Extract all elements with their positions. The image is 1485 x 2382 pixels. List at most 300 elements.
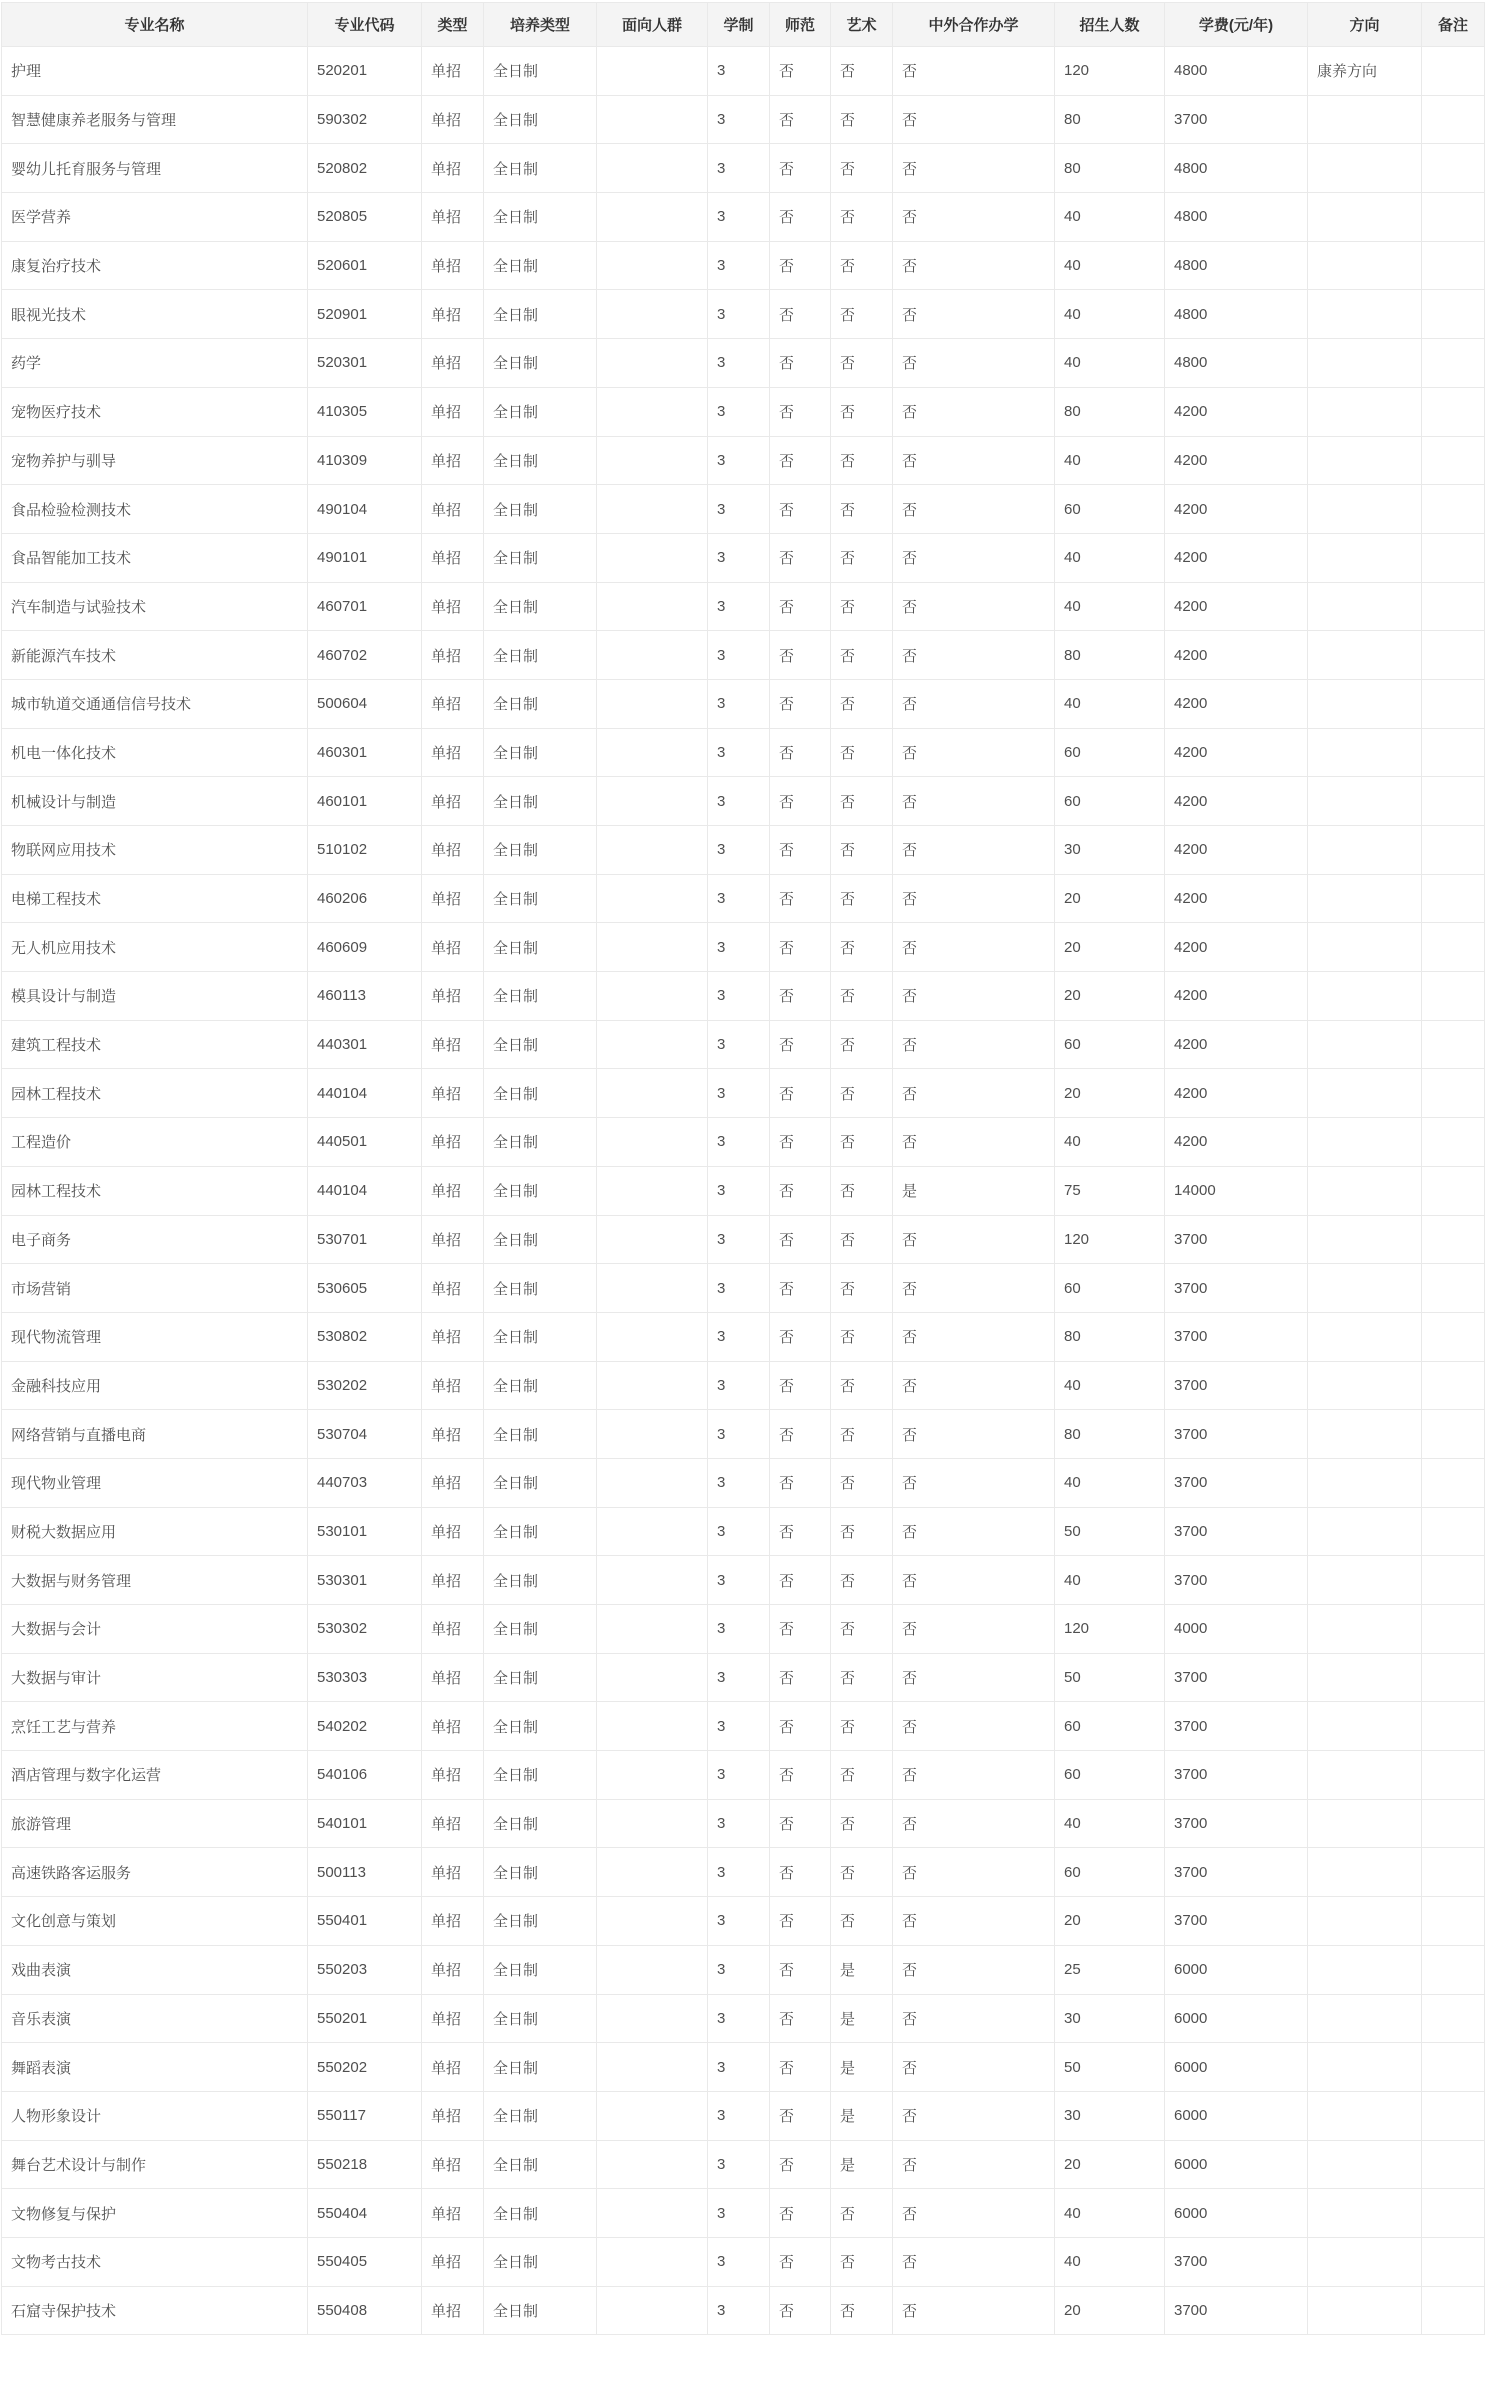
cell-type: 单招 (422, 1264, 484, 1313)
cell-art: 否 (831, 1215, 893, 1264)
cell-audience (597, 1751, 708, 1800)
cell-train-mode: 全日制 (484, 1556, 597, 1605)
cell-audience (597, 923, 708, 972)
table-row (2, 2043, 1485, 2092)
cell-major-code: 520601 (308, 241, 422, 290)
cell-art: 否 (831, 1361, 893, 1410)
cell-major-code: 490104 (308, 485, 422, 534)
cell-train-mode: 全日制 (484, 728, 597, 777)
cell-art: 否 (831, 1264, 893, 1313)
table-row (2, 1945, 1485, 1994)
cell-art: 否 (831, 728, 893, 777)
cell-direction (1308, 2140, 1422, 2189)
cell-major-code: 460101 (308, 777, 422, 826)
cell-major-name: 网络营销与直播电商 (2, 1410, 308, 1459)
cell-art: 否 (831, 631, 893, 680)
table-row (2, 1605, 1485, 1654)
cell-note (1422, 387, 1485, 436)
cell-art: 否 (831, 679, 893, 728)
cell-audience (597, 728, 708, 777)
cell-enrollment: 50 (1055, 1653, 1165, 1702)
cell-note (1422, 874, 1485, 923)
cell-art: 否 (831, 485, 893, 534)
cell-normal: 否 (770, 728, 831, 777)
cell-note (1422, 1945, 1485, 1994)
cell-tuition: 3700 (1165, 1264, 1308, 1313)
cell-tuition: 3700 (1165, 1361, 1308, 1410)
cell-art: 否 (831, 2237, 893, 2286)
cell-major-code: 440301 (308, 1020, 422, 1069)
cell-duration: 3 (708, 728, 770, 777)
cell-coop: 否 (893, 1653, 1055, 1702)
cell-enrollment: 30 (1055, 2091, 1165, 2140)
cell-direction (1308, 2237, 1422, 2286)
cell-type: 单招 (422, 1799, 484, 1848)
cell-major-code: 410309 (308, 436, 422, 485)
table-row (2, 1166, 1485, 1215)
cell-duration: 3 (708, 1361, 770, 1410)
cell-normal: 否 (770, 2286, 831, 2335)
cell-type: 单招 (422, 1945, 484, 1994)
table-row (2, 436, 1485, 485)
cell-art: 否 (831, 1897, 893, 1946)
cell-audience (597, 972, 708, 1021)
cell-duration: 3 (708, 144, 770, 193)
cell-major-name: 模具设计与制造 (2, 972, 308, 1021)
cell-type: 单招 (422, 2140, 484, 2189)
cell-train-mode: 全日制 (484, 1945, 597, 1994)
cell-normal: 否 (770, 826, 831, 875)
cell-major-name: 康复治疗技术 (2, 241, 308, 290)
cell-note (1422, 826, 1485, 875)
cell-enrollment: 25 (1055, 1945, 1165, 1994)
cell-enrollment: 20 (1055, 874, 1165, 923)
cell-direction (1308, 485, 1422, 534)
cell-note (1422, 144, 1485, 193)
cell-type: 单招 (422, 777, 484, 826)
cell-normal: 否 (770, 1410, 831, 1459)
cell-audience (597, 1118, 708, 1167)
cell-normal: 否 (770, 1264, 831, 1313)
col-header-normal: 师范 (770, 3, 831, 47)
cell-enrollment: 40 (1055, 1361, 1165, 1410)
cell-coop: 否 (893, 436, 1055, 485)
cell-coop: 否 (893, 1751, 1055, 1800)
cell-direction (1308, 2189, 1422, 2238)
table-row (2, 972, 1485, 1021)
cell-coop: 否 (893, 1118, 1055, 1167)
cell-type: 单招 (422, 874, 484, 923)
cell-tuition: 4800 (1165, 47, 1308, 96)
cell-enrollment: 40 (1055, 193, 1165, 242)
cell-duration: 3 (708, 1410, 770, 1459)
table-row (2, 874, 1485, 923)
cell-enrollment: 40 (1055, 2189, 1165, 2238)
cell-normal: 否 (770, 777, 831, 826)
cell-major-code: 550117 (308, 2091, 422, 2140)
cell-coop: 否 (893, 1556, 1055, 1605)
cell-major-code: 460609 (308, 923, 422, 972)
cell-note (1422, 631, 1485, 680)
cell-type: 单招 (422, 679, 484, 728)
cell-enrollment: 80 (1055, 95, 1165, 144)
cell-duration: 3 (708, 1215, 770, 1264)
table-row (2, 1312, 1485, 1361)
cell-major-name: 医学营养 (2, 193, 308, 242)
cell-note (1422, 1166, 1485, 1215)
cell-direction (1308, 826, 1422, 875)
cell-major-code: 520802 (308, 144, 422, 193)
cell-tuition: 4200 (1165, 728, 1308, 777)
cell-enrollment: 20 (1055, 1069, 1165, 1118)
cell-tuition: 3700 (1165, 1410, 1308, 1459)
cell-enrollment: 50 (1055, 1507, 1165, 1556)
cell-art: 否 (831, 1118, 893, 1167)
cell-note (1422, 485, 1485, 534)
table-row (2, 1897, 1485, 1946)
cell-art: 否 (831, 1653, 893, 1702)
cell-tuition: 3700 (1165, 1215, 1308, 1264)
cell-coop: 否 (893, 631, 1055, 680)
table-row (2, 1507, 1485, 1556)
cell-train-mode: 全日制 (484, 1069, 597, 1118)
cell-major-name: 城市轨道交通通信信号技术 (2, 679, 308, 728)
cell-direction (1308, 1458, 1422, 1507)
cell-art: 是 (831, 2091, 893, 2140)
cell-note (1422, 777, 1485, 826)
cell-train-mode: 全日制 (484, 1215, 597, 1264)
cell-major-name: 食品智能加工技术 (2, 533, 308, 582)
cell-normal: 否 (770, 972, 831, 1021)
cell-note (1422, 1897, 1485, 1946)
cell-duration: 3 (708, 1264, 770, 1313)
cell-normal: 否 (770, 1118, 831, 1167)
cell-tuition: 3700 (1165, 1848, 1308, 1897)
cell-art: 否 (831, 144, 893, 193)
cell-enrollment: 30 (1055, 1994, 1165, 2043)
cell-enrollment: 40 (1055, 436, 1165, 485)
cell-tuition: 4200 (1165, 1069, 1308, 1118)
cell-tuition: 4800 (1165, 290, 1308, 339)
cell-normal: 否 (770, 1361, 831, 1410)
cell-art: 否 (831, 923, 893, 972)
cell-type: 单招 (422, 1994, 484, 2043)
cell-type: 单招 (422, 2237, 484, 2286)
col-header-direction: 方向 (1308, 3, 1422, 47)
cell-normal: 否 (770, 1166, 831, 1215)
cell-direction (1308, 1215, 1422, 1264)
cell-train-mode: 全日制 (484, 1799, 597, 1848)
cell-art: 否 (831, 533, 893, 582)
table-row (2, 1799, 1485, 1848)
cell-duration: 3 (708, 1507, 770, 1556)
cell-audience (597, 1605, 708, 1654)
cell-coop: 否 (893, 2189, 1055, 2238)
cell-duration: 3 (708, 47, 770, 96)
cell-train-mode: 全日制 (484, 1312, 597, 1361)
cell-art: 是 (831, 2043, 893, 2092)
cell-note (1422, 193, 1485, 242)
cell-note (1422, 1653, 1485, 1702)
cell-note (1422, 2189, 1485, 2238)
cell-duration: 3 (708, 1994, 770, 2043)
cell-normal: 否 (770, 1556, 831, 1605)
cell-major-code: 550401 (308, 1897, 422, 1946)
cell-coop: 否 (893, 728, 1055, 777)
cell-normal: 否 (770, 387, 831, 436)
cell-direction (1308, 339, 1422, 388)
cell-coop: 否 (893, 777, 1055, 826)
table-row (2, 582, 1485, 631)
cell-note (1422, 1848, 1485, 1897)
cell-duration: 3 (708, 1458, 770, 1507)
cell-major-code: 490101 (308, 533, 422, 582)
cell-direction (1308, 1605, 1422, 1654)
cell-duration: 3 (708, 923, 770, 972)
cell-train-mode: 全日制 (484, 1751, 597, 1800)
table-row (2, 679, 1485, 728)
cell-enrollment: 80 (1055, 631, 1165, 680)
cell-major-code: 460301 (308, 728, 422, 777)
cell-type: 单招 (422, 1458, 484, 1507)
cell-audience (597, 1507, 708, 1556)
cell-type: 单招 (422, 582, 484, 631)
cell-tuition: 6000 (1165, 1994, 1308, 2043)
table-row (2, 923, 1485, 972)
cell-normal: 否 (770, 193, 831, 242)
cell-normal: 否 (770, 1458, 831, 1507)
cell-enrollment: 60 (1055, 1264, 1165, 1313)
cell-type: 单招 (422, 2043, 484, 2092)
cell-direction (1308, 777, 1422, 826)
cell-major-name: 眼视光技术 (2, 290, 308, 339)
cell-audience (597, 2286, 708, 2335)
cell-art: 否 (831, 47, 893, 96)
cell-art: 否 (831, 1507, 893, 1556)
col-header-coop: 中外合作办学 (893, 3, 1055, 47)
cell-direction (1308, 1118, 1422, 1167)
cell-direction (1308, 923, 1422, 972)
cell-enrollment: 40 (1055, 1118, 1165, 1167)
cell-enrollment: 30 (1055, 826, 1165, 875)
cell-train-mode: 全日制 (484, 241, 597, 290)
table-row (2, 241, 1485, 290)
cell-enrollment: 20 (1055, 1897, 1165, 1946)
cell-normal: 否 (770, 2043, 831, 2092)
cell-note (1422, 1702, 1485, 1751)
cell-normal: 否 (770, 1994, 831, 2043)
cell-major-code: 460206 (308, 874, 422, 923)
cell-duration: 3 (708, 1848, 770, 1897)
cell-type: 单招 (422, 728, 484, 777)
cell-tuition: 4200 (1165, 874, 1308, 923)
cell-note (1422, 2140, 1485, 2189)
cell-train-mode: 全日制 (484, 1264, 597, 1313)
enrollment-plan-table (1, 2, 1485, 2335)
cell-train-mode: 全日制 (484, 1166, 597, 1215)
table-row (2, 533, 1485, 582)
cell-duration: 3 (708, 1312, 770, 1361)
cell-normal: 否 (770, 2237, 831, 2286)
cell-note (1422, 47, 1485, 96)
cell-coop: 否 (893, 95, 1055, 144)
cell-major-code: 540106 (308, 1751, 422, 1800)
cell-major-code: 460701 (308, 582, 422, 631)
cell-type: 单招 (422, 436, 484, 485)
cell-major-code: 520901 (308, 290, 422, 339)
cell-coop: 否 (893, 193, 1055, 242)
cell-coop: 否 (893, 1361, 1055, 1410)
cell-direction (1308, 1702, 1422, 1751)
cell-major-name: 文物考古技术 (2, 2237, 308, 2286)
cell-major-name: 智慧健康养老服务与管理 (2, 95, 308, 144)
cell-art: 否 (831, 1799, 893, 1848)
cell-coop: 否 (893, 2237, 1055, 2286)
cell-coop: 否 (893, 1897, 1055, 1946)
cell-audience (597, 2043, 708, 2092)
cell-major-name: 机械设计与制造 (2, 777, 308, 826)
cell-art: 否 (831, 193, 893, 242)
cell-coop: 否 (893, 874, 1055, 923)
cell-art: 是 (831, 1994, 893, 2043)
cell-tuition: 4200 (1165, 533, 1308, 582)
cell-normal: 否 (770, 339, 831, 388)
cell-major-code: 550408 (308, 2286, 422, 2335)
cell-audience (597, 1410, 708, 1459)
cell-audience (597, 533, 708, 582)
cell-tuition: 3700 (1165, 1653, 1308, 1702)
cell-duration: 3 (708, 2091, 770, 2140)
cell-duration: 3 (708, 972, 770, 1021)
cell-enrollment: 80 (1055, 1410, 1165, 1459)
cell-enrollment: 60 (1055, 1020, 1165, 1069)
cell-direction (1308, 436, 1422, 485)
cell-coop: 否 (893, 387, 1055, 436)
cell-direction (1308, 1751, 1422, 1800)
cell-note (1422, 2043, 1485, 2092)
cell-art: 否 (831, 2286, 893, 2335)
cell-duration: 3 (708, 631, 770, 680)
cell-major-name: 现代物业管理 (2, 1458, 308, 1507)
cell-major-name: 建筑工程技术 (2, 1020, 308, 1069)
cell-direction (1308, 1312, 1422, 1361)
cell-note (1422, 290, 1485, 339)
cell-type: 单招 (422, 241, 484, 290)
col-header-major-name: 专业名称 (2, 3, 308, 47)
cell-direction (1308, 1507, 1422, 1556)
cell-normal: 否 (770, 679, 831, 728)
cell-major-code: 530302 (308, 1605, 422, 1654)
cell-major-name: 机电一体化技术 (2, 728, 308, 777)
cell-major-code: 510102 (308, 826, 422, 875)
cell-art: 否 (831, 1166, 893, 1215)
cell-normal: 否 (770, 1605, 831, 1654)
table-row (2, 95, 1485, 144)
cell-enrollment: 60 (1055, 728, 1165, 777)
cell-tuition: 4000 (1165, 1605, 1308, 1654)
cell-type: 单招 (422, 1069, 484, 1118)
cell-note (1422, 436, 1485, 485)
col-header-tuition: 学费(元/年) (1165, 3, 1308, 47)
cell-coop: 否 (893, 1312, 1055, 1361)
cell-direction (1308, 1945, 1422, 1994)
cell-type: 单招 (422, 1507, 484, 1556)
cell-major-code: 530605 (308, 1264, 422, 1313)
cell-major-name: 舞蹈表演 (2, 2043, 308, 2092)
cell-train-mode: 全日制 (484, 387, 597, 436)
cell-coop: 否 (893, 1945, 1055, 1994)
cell-major-code: 540202 (308, 1702, 422, 1751)
cell-type: 单招 (422, 1751, 484, 1800)
cell-train-mode: 全日制 (484, 485, 597, 534)
cell-train-mode: 全日制 (484, 290, 597, 339)
cell-train-mode: 全日制 (484, 1118, 597, 1167)
cell-direction (1308, 290, 1422, 339)
cell-train-mode: 全日制 (484, 1605, 597, 1654)
cell-major-name: 宠物养护与驯导 (2, 436, 308, 485)
cell-duration: 3 (708, 1118, 770, 1167)
cell-major-name: 财税大数据应用 (2, 1507, 308, 1556)
cell-train-mode: 全日制 (484, 144, 597, 193)
cell-audience (597, 1897, 708, 1946)
cell-audience (597, 144, 708, 193)
cell-art: 否 (831, 826, 893, 875)
cell-duration: 3 (708, 2237, 770, 2286)
cell-coop: 否 (893, 2043, 1055, 2092)
table-row (2, 47, 1485, 96)
cell-audience (597, 1556, 708, 1605)
cell-enrollment: 120 (1055, 1215, 1165, 1264)
cell-audience (597, 436, 708, 485)
cell-enrollment: 60 (1055, 1702, 1165, 1751)
cell-train-mode: 全日制 (484, 1361, 597, 1410)
col-header-type: 类型 (422, 3, 484, 47)
cell-art: 否 (831, 1410, 893, 1459)
cell-normal: 否 (770, 1799, 831, 1848)
cell-duration: 3 (708, 2286, 770, 2335)
cell-duration: 3 (708, 533, 770, 582)
cell-normal: 否 (770, 290, 831, 339)
cell-enrollment: 80 (1055, 144, 1165, 193)
cell-note (1422, 1751, 1485, 1800)
cell-enrollment: 40 (1055, 1458, 1165, 1507)
table-row (2, 1653, 1485, 1702)
cell-enrollment: 40 (1055, 241, 1165, 290)
cell-art: 否 (831, 1702, 893, 1751)
cell-tuition: 4200 (1165, 1020, 1308, 1069)
cell-enrollment: 50 (1055, 2043, 1165, 2092)
cell-enrollment: 60 (1055, 1751, 1165, 1800)
cell-type: 单招 (422, 1848, 484, 1897)
cell-enrollment: 40 (1055, 1799, 1165, 1848)
cell-art: 是 (831, 1945, 893, 1994)
cell-normal: 否 (770, 1897, 831, 1946)
cell-normal: 否 (770, 1215, 831, 1264)
cell-coop: 否 (893, 533, 1055, 582)
cell-type: 单招 (422, 1556, 484, 1605)
cell-major-code: 550202 (308, 2043, 422, 2092)
cell-type: 单招 (422, 95, 484, 144)
col-header-major-code: 专业代码 (308, 3, 422, 47)
cell-major-code: 440501 (308, 1118, 422, 1167)
cell-audience (597, 2140, 708, 2189)
table-row (2, 1458, 1485, 1507)
table-row (2, 777, 1485, 826)
cell-major-name: 大数据与审计 (2, 1653, 308, 1702)
table-row (2, 1020, 1485, 1069)
col-header-train-mode: 培养类型 (484, 3, 597, 47)
cell-type: 单招 (422, 339, 484, 388)
